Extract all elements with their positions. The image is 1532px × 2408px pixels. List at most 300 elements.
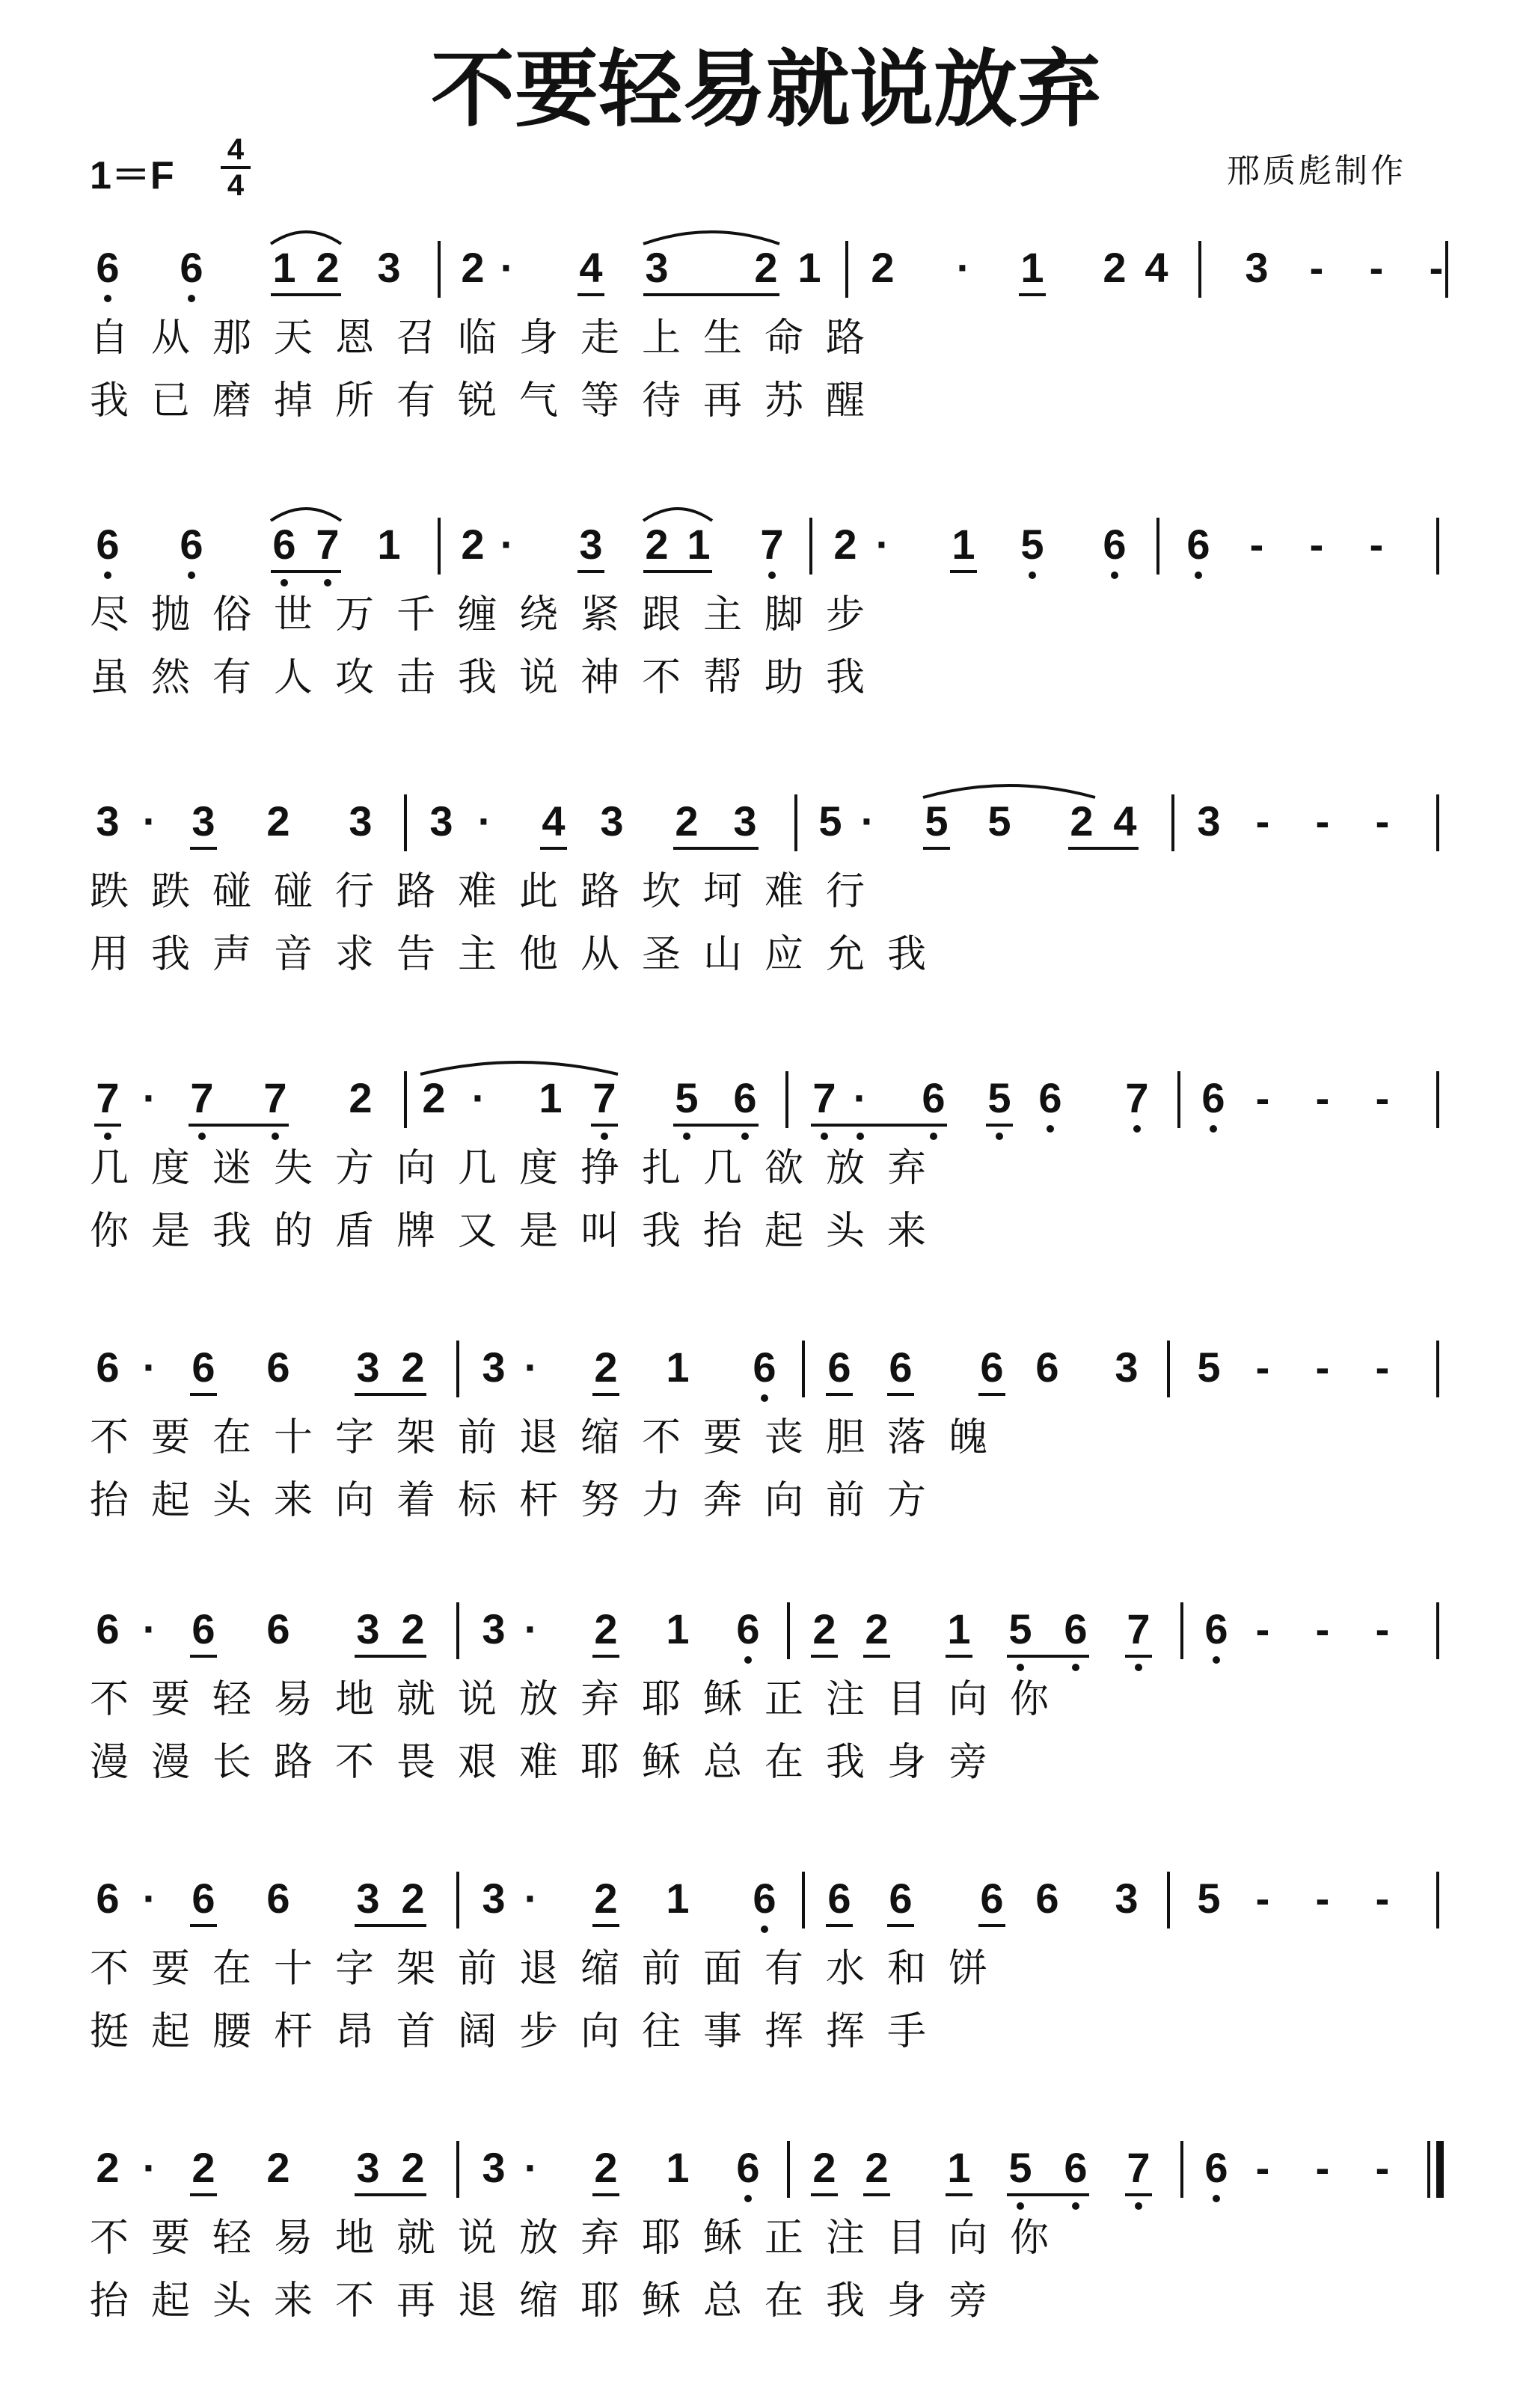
note: 6 [180, 244, 203, 291]
note: 2 [401, 2144, 425, 2191]
note: 6 [889, 1875, 913, 1922]
low-octave-dot [744, 2195, 752, 2202]
barline [1177, 1071, 1180, 1128]
note: 2 [675, 797, 699, 845]
low-octave-dot [1213, 2195, 1220, 2202]
eighth-beam [1068, 847, 1139, 850]
low-octave-dot [761, 1926, 768, 1933]
low-octave-dot [1133, 1125, 1141, 1133]
note: 6 [1201, 1074, 1225, 1121]
low-octave-dot [281, 579, 288, 586]
sustain-dash: - [1315, 1344, 1330, 1391]
eighth-beam [190, 847, 217, 850]
note: 6 [180, 521, 203, 568]
sustain-dash: - [1249, 521, 1264, 568]
augmentation-dot: · [142, 797, 157, 845]
note: 5 [925, 797, 949, 845]
slur [269, 224, 343, 247]
note: 1 [666, 1875, 690, 1922]
low-octave-dot [1135, 2202, 1142, 2210]
eighth-beam [592, 1924, 619, 1927]
note: 4 [1113, 797, 1137, 845]
low-octave-dot [272, 1133, 279, 1140]
note: 4 [542, 797, 566, 845]
note: 3 [600, 797, 624, 845]
note: 3 [356, 2144, 380, 2191]
barline [1436, 518, 1439, 575]
eighth-beam [826, 1924, 853, 1927]
note: 2 [871, 244, 895, 291]
barline [1436, 1341, 1439, 1397]
slur [419, 1055, 619, 1077]
barline [1436, 1872, 1439, 1928]
lyric-verse-1: 不要在十字架前退缩前面有水和饼 [90, 1946, 1011, 1991]
note: 2 [865, 2144, 889, 2191]
note: 6 [736, 2144, 760, 2191]
note: 2 [594, 2144, 618, 2191]
augmentation-dot: · [500, 244, 515, 291]
barline [1436, 794, 1439, 851]
eighth-beam [1125, 2193, 1152, 2196]
barline [404, 794, 407, 851]
note: 1 [947, 2144, 971, 2191]
score-system [0, 797, 1532, 995]
note: 6 [192, 1875, 215, 1922]
low-octave-dot [198, 1133, 206, 1140]
note: 2 [1070, 797, 1094, 845]
note: 6 [96, 244, 120, 291]
note: 1 [666, 1344, 690, 1391]
sustain-dash: - [1255, 1074, 1270, 1121]
note: 5 [1197, 1344, 1221, 1391]
note: 2 [833, 521, 857, 568]
low-octave-dot [1072, 2202, 1079, 2210]
note: 1 [666, 2144, 690, 2191]
low-octave-dot [857, 1133, 864, 1140]
note: 3 [96, 797, 120, 845]
low-octave-dot [1135, 1664, 1142, 1671]
eighth-beam [863, 1655, 890, 1658]
note: 6 [753, 1875, 776, 1922]
note: 3 [1245, 244, 1269, 291]
note: 7 [96, 1074, 120, 1121]
barline [438, 241, 441, 298]
note: 6 [980, 1344, 1004, 1391]
barline [1198, 241, 1201, 298]
sustain-dash: - [1315, 1605, 1330, 1652]
note: 3 [192, 797, 215, 845]
low-octave-dot [1195, 572, 1202, 579]
low-octave-dot [324, 579, 331, 586]
note: 3 [1115, 1344, 1139, 1391]
note: 6 [1064, 1605, 1088, 1652]
note: 3 [482, 2144, 506, 2191]
note: 6 [1064, 2144, 1088, 2191]
sustain-dash: - [1375, 797, 1390, 845]
note: 2 [401, 1605, 425, 1652]
barline [456, 2141, 459, 2198]
lyric-verse-1: 自从那天恩召临身走上生命路 [90, 316, 888, 361]
note: 2 [594, 1875, 618, 1922]
augmentation-dot: · [524, 1605, 539, 1652]
augmentation-dot: · [524, 1344, 539, 1391]
key-signature: 1＝F [90, 154, 174, 197]
note: 6 [1204, 1605, 1228, 1652]
barline [1167, 1341, 1170, 1397]
eighth-beam [986, 1124, 1013, 1127]
note: 2 [812, 2144, 836, 2191]
note: 3 [579, 521, 603, 568]
eighth-beam [826, 1393, 853, 1396]
eighth-beam [673, 847, 759, 850]
note: 5 [818, 797, 842, 845]
low-octave-dot [188, 295, 195, 302]
augmentation-dot: · [524, 2144, 539, 2191]
eighth-beam [643, 570, 712, 573]
note: 5 [987, 1074, 1011, 1121]
note: 2 [594, 1605, 618, 1652]
low-octave-dot [744, 1656, 752, 1664]
slur [642, 501, 714, 524]
note: 7 [316, 521, 340, 568]
note: 6 [96, 1605, 120, 1652]
note: 6 [96, 1344, 120, 1391]
barline [802, 1872, 805, 1928]
augmentation-dot: · [477, 797, 492, 845]
sustain-dash: - [1315, 1074, 1330, 1121]
note: 1 [687, 521, 711, 568]
score-system [0, 1875, 1532, 2072]
note: 6 [96, 521, 120, 568]
note: 3 [377, 244, 401, 291]
sustain-dash: - [1375, 1344, 1390, 1391]
slur [642, 224, 781, 247]
low-octave-dot [683, 1133, 690, 1140]
eighth-beam [643, 293, 779, 296]
eighth-beam [978, 1393, 1005, 1396]
eighth-beam [577, 293, 604, 296]
eighth-beam [190, 2193, 217, 2196]
note: 5 [675, 1074, 699, 1121]
note: 1 [947, 1605, 971, 1652]
score-system [0, 1605, 1532, 1803]
eighth-beam [592, 1655, 619, 1658]
note: 2 [316, 244, 340, 291]
augmentation-dot: · [142, 1875, 157, 1922]
note: 5 [1020, 521, 1044, 568]
score-system [0, 1344, 1532, 1541]
note: 6 [1186, 521, 1210, 568]
low-octave-dot [1213, 1656, 1220, 1664]
note: 1 [539, 1074, 563, 1121]
low-octave-dot [741, 1133, 749, 1140]
barline [809, 518, 812, 575]
note: 6 [96, 1875, 120, 1922]
barline [456, 1602, 459, 1659]
barline [1167, 1872, 1170, 1928]
note: 7 [760, 521, 784, 568]
note: 2 [401, 1875, 425, 1922]
lyric-verse-2: 我已磨掉所有锐气等待再苏醒 [90, 379, 888, 423]
note: 7 [592, 1074, 616, 1121]
note: 2 [754, 244, 778, 291]
slur [922, 778, 1097, 800]
eighth-beam [811, 1124, 947, 1127]
note: 3 [1115, 1875, 1139, 1922]
low-octave-dot [601, 1133, 608, 1140]
note: 6 [753, 1344, 776, 1391]
note: 6 [827, 1344, 851, 1391]
augmentation-dot: · [142, 2144, 157, 2191]
note: 3 [349, 797, 373, 845]
low-octave-dot [1047, 1125, 1054, 1133]
note: 6 [922, 1074, 946, 1121]
note: 1 [1020, 244, 1044, 291]
sustain-dash: - [1375, 2144, 1390, 2191]
eighth-beam [355, 2193, 426, 2196]
slur [269, 501, 343, 524]
note: 1 [377, 521, 401, 568]
note: 5 [987, 797, 1011, 845]
eighth-beam [189, 1124, 289, 1127]
sustain-dash: - [1369, 521, 1384, 568]
note: 6 [827, 1875, 851, 1922]
lyric-verse-2: 虽然有人攻击我说神不帮助我 [90, 655, 888, 700]
low-octave-dot [761, 1394, 768, 1402]
time-denominator: 4 [227, 169, 245, 202]
lyric-verse-2: 漫漫长路不畏艰难耶稣总在我身旁 [90, 1740, 1011, 1785]
augmentation-dot: · [142, 1605, 157, 1652]
augmentation-dot: · [500, 521, 515, 568]
eighth-beam [673, 1124, 759, 1127]
lyric-verse-2: 抬起头来向着标杆努力奔向前方 [90, 1478, 949, 1523]
score-system [0, 2144, 1532, 2341]
note: 2 [266, 2144, 290, 2191]
eighth-beam [94, 1124, 121, 1127]
sustain-dash: - [1255, 1344, 1270, 1391]
eighth-beam [946, 1655, 972, 1658]
low-octave-dot [768, 572, 776, 579]
lyric-verse-2: 你是我的盾牌又是叫我抬起头来 [90, 1209, 949, 1254]
augmentation-dot: · [524, 1875, 539, 1922]
note: 7 [1127, 2144, 1150, 2191]
eighth-beam [271, 293, 341, 296]
note: 1 [272, 244, 296, 291]
note: 6 [1103, 521, 1127, 568]
eighth-beam [190, 1393, 217, 1396]
barline [787, 1602, 790, 1659]
barline [1171, 794, 1174, 851]
low-octave-dot [1017, 1664, 1024, 1671]
sustain-dash: - [1255, 2144, 1270, 2191]
note: 2 [401, 1344, 425, 1391]
barline [802, 1341, 805, 1397]
low-octave-dot [1111, 572, 1118, 579]
note: 3 [356, 1875, 380, 1922]
eighth-beam [190, 1924, 217, 1927]
low-octave-dot [996, 1133, 1003, 1140]
note: 6 [1035, 1875, 1059, 1922]
eighth-beam [190, 1655, 217, 1658]
lyric-verse-1: 尽抛俗世万千缠绕紧跟主脚步 [90, 592, 888, 637]
sustain-dash: - [1309, 244, 1324, 291]
page-title: 不要轻易就说放弃 [431, 40, 1101, 138]
low-octave-dot [821, 1133, 828, 1140]
eighth-beam [1125, 1655, 1152, 1658]
note: 6 [266, 1605, 290, 1652]
augmentation-dot: · [853, 1074, 868, 1121]
eighth-beam [355, 1924, 426, 1927]
eighth-beam [592, 2193, 619, 2196]
augmentation-dot: · [875, 521, 890, 568]
barline [787, 2141, 790, 2198]
barline [1180, 1602, 1183, 1659]
barline [404, 1071, 407, 1128]
note: 3 [733, 797, 757, 845]
sustain-dash: - [1315, 1875, 1330, 1922]
note: 3 [429, 797, 453, 845]
sustain-dash: - [1315, 797, 1330, 845]
barline [1436, 1602, 1439, 1659]
note: 1 [952, 521, 975, 568]
eighth-beam [1007, 2193, 1089, 2196]
low-octave-dot [1029, 572, 1036, 579]
sustain-dash: - [1255, 1875, 1270, 1922]
note: 2 [645, 521, 669, 568]
barline [456, 1341, 459, 1397]
eighth-beam [950, 570, 977, 573]
note: 2 [422, 1074, 446, 1121]
eighth-beam [355, 1393, 426, 1396]
barline [456, 1872, 459, 1928]
lyric-verse-1: 不要轻易地就说放弃耶稣正注目向你 [90, 1677, 1072, 1722]
note: 7 [263, 1074, 287, 1121]
note: 5 [1008, 2144, 1032, 2191]
note: 2 [96, 2144, 120, 2191]
eighth-beam [887, 1924, 914, 1927]
barline [785, 1071, 788, 1128]
eighth-beam [1007, 1655, 1089, 1658]
barline [1180, 2141, 1183, 2198]
note: 3 [356, 1605, 380, 1652]
augmentation-dot: · [142, 1074, 157, 1121]
sustain-dash: - [1375, 1605, 1390, 1652]
note: 7 [190, 1074, 214, 1121]
lyric-verse-1: 几度迷失方向几度挣扎几欲放弃 [90, 1146, 949, 1191]
eighth-beam [978, 1924, 1005, 1927]
note: 3 [482, 1605, 506, 1652]
note: 2 [865, 1605, 889, 1652]
note: 4 [1145, 244, 1168, 291]
note: 2 [461, 521, 485, 568]
note: 7 [1127, 1605, 1150, 1652]
low-octave-dot [930, 1133, 937, 1140]
note: 5 [1197, 1875, 1221, 1922]
note: 3 [482, 1344, 506, 1391]
sustain-dash: - [1255, 1605, 1270, 1652]
augmentation-dot: · [956, 244, 971, 291]
note: 6 [266, 1875, 290, 1922]
note: 1 [666, 1605, 690, 1652]
note: 6 [736, 1605, 760, 1652]
lyric-verse-1: 跌跌碰碰行路难此路坎坷难行 [90, 869, 888, 914]
low-octave-dot [1072, 1664, 1079, 1671]
lyric-verse-1: 不要在十字架前退缩不要丧胆落魄 [90, 1415, 1011, 1460]
credit-text: 邢质彪制作 [1227, 152, 1406, 190]
sustain-dash: - [1375, 1875, 1390, 1922]
sustain-dash: - [1309, 521, 1324, 568]
note: 6 [980, 1875, 1004, 1922]
note: 5 [1008, 1605, 1032, 1652]
note: 6 [1038, 1074, 1062, 1121]
final-barline-thick [1436, 2141, 1444, 2198]
note: 4 [579, 244, 603, 291]
lyric-verse-2: 挺起腰杆昂首阔步向往事挥挥手 [90, 2009, 949, 2054]
note: 1 [797, 244, 821, 291]
eighth-beam [355, 1655, 426, 1658]
sustain-dash: - [1429, 244, 1444, 291]
note: 6 [1035, 1344, 1059, 1391]
note: 2 [461, 244, 485, 291]
eighth-beam [887, 1393, 914, 1396]
augmentation-dot: · [860, 797, 875, 845]
barline [845, 241, 848, 298]
score-system [0, 521, 1532, 718]
note: 6 [889, 1344, 913, 1391]
barline [794, 794, 797, 851]
eighth-beam [577, 570, 604, 573]
low-octave-dot [104, 295, 111, 302]
eighth-beam [540, 847, 567, 850]
note: 6 [733, 1074, 757, 1121]
note: 6 [192, 1605, 215, 1652]
note: 2 [349, 1074, 373, 1121]
note: 7 [1125, 1074, 1149, 1121]
eighth-beam [271, 570, 341, 573]
augmentation-dot: · [471, 1074, 486, 1121]
sustain-dash: - [1369, 244, 1384, 291]
barline [1156, 518, 1159, 575]
eighth-beam [592, 1393, 619, 1396]
barline [438, 518, 441, 575]
eighth-beam [811, 1655, 838, 1658]
lyric-verse-1: 不要轻易地就说放弃耶稣正注目向你 [90, 2216, 1072, 2261]
note: 6 [1204, 2144, 1228, 2191]
time-numerator: 4 [227, 133, 245, 166]
score-system [0, 1074, 1532, 1272]
low-octave-dot [104, 572, 111, 579]
eighth-beam [946, 2193, 972, 2196]
note: 2 [812, 1605, 836, 1652]
sustain-dash: - [1255, 797, 1270, 845]
barline [1436, 1071, 1439, 1128]
note: 6 [266, 1344, 290, 1391]
note: 3 [1197, 797, 1221, 845]
eighth-beam [863, 2193, 890, 2196]
lyric-verse-2: 用我声音求告主他从圣山应允我 [90, 932, 949, 977]
low-octave-dot [188, 572, 195, 579]
low-octave-dot [104, 1133, 111, 1140]
eighth-beam [923, 847, 950, 850]
note: 2 [594, 1344, 618, 1391]
time-signature [221, 135, 251, 200]
note: 3 [645, 244, 669, 291]
lyric-verse-2: 抬起头来不再退缩耶稣总在我身旁 [90, 2279, 1011, 2323]
sustain-dash: - [1315, 2144, 1330, 2191]
augmentation-dot: · [142, 1344, 157, 1391]
eighth-beam [591, 1124, 618, 1127]
note: 3 [482, 1875, 506, 1922]
